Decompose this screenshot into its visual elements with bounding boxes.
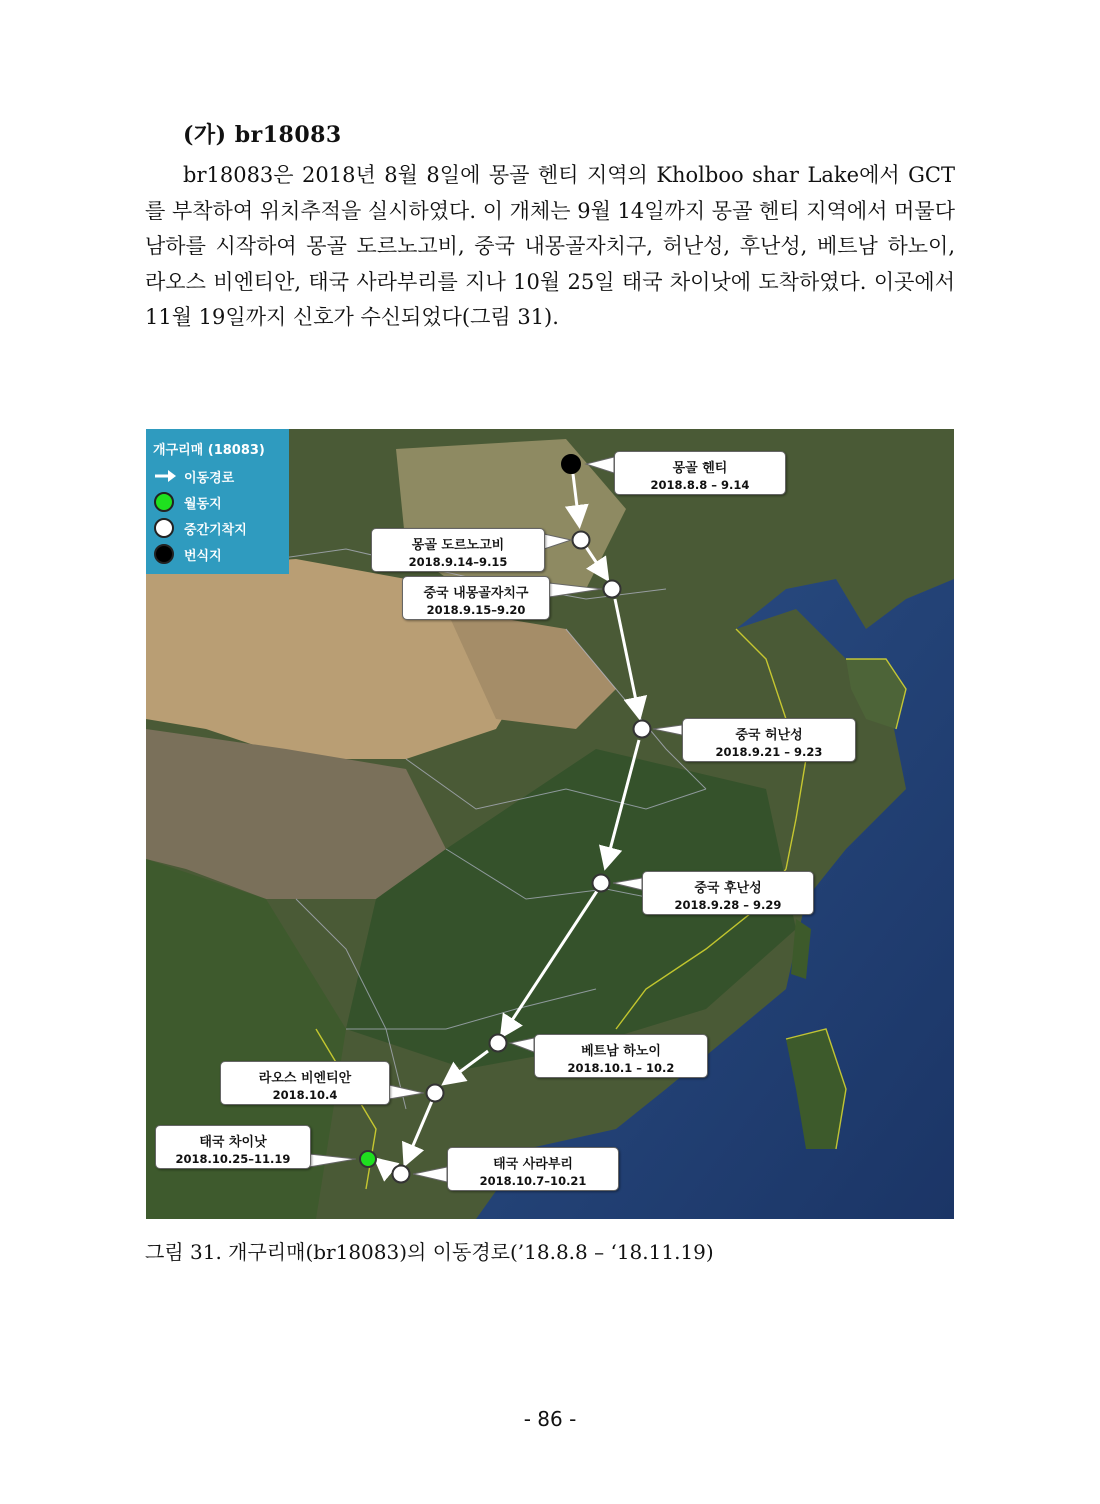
figure-caption: 그림 31. 개구리매(br18083)의 이동경로(’18.8.8 – ‘18.11.19): [145, 1240, 714, 1264]
marker-vientiane: [427, 1085, 444, 1102]
callout-vientiane: [220, 1061, 390, 1105]
callout-hanoi: [534, 1034, 708, 1078]
callout-name: 태국 차이낫: [199, 1135, 267, 1150]
section-heading: (가) br18083: [183, 122, 342, 148]
callout-date: 2018.10.1 – 10.2: [567, 1061, 675, 1075]
white-dot-icon: [154, 518, 174, 538]
callout-date: 2018.10.7–10.21: [479, 1174, 587, 1188]
callout-henan: [682, 718, 856, 762]
callout-name: 태국 사라부리: [493, 1157, 573, 1172]
green-dot-icon: [154, 492, 174, 512]
migration-map-figure: [146, 429, 954, 1219]
callout-name: 몽골 헨티: [672, 461, 728, 476]
black-dot-icon: [154, 544, 174, 564]
body-paragraph: br18083은 2018년 8월 8일에 몽골 헨티 지역의 Kholboo shar Lake에서 GCT를 부착하여 위치추적을 실시하였다. 이 개체는 9월 14일까지 몽골 헨티 지역에서 머물다 남하를 시작하여 몽골 도르노고비, 중국 내몽골자치구, 허난성, 후난성, 베트남 하노이, 라오스 비엔티안, 태국 사라부리를 지나 10월 25일 태국 차이낫에 도착하였다. 이곳에서 11월 19일까지 신호가 수신되었다(그림 31).: [145, 163, 955, 329]
callout-henti: [614, 451, 786, 495]
callout-date: 2018.10.4: [272, 1088, 338, 1102]
callout-date: 2018.9.14–9.15: [408, 555, 508, 569]
callout-date: 2018.9.28 – 9.29: [674, 898, 782, 912]
callout-name: 몽골 도르노고비: [411, 538, 505, 553]
legend-breeding-label: 번식지: [184, 548, 222, 564]
legend-breeding: [154, 544, 222, 564]
callout-date: 2018.9.21 – 9.23: [715, 745, 823, 759]
callout-name: 중국 후난성: [694, 881, 762, 896]
marker-inner-mongolia: [604, 581, 621, 598]
marker-breeding-henti: [562, 455, 580, 473]
callout-name: 중국 내몽골자치구: [423, 586, 529, 601]
callout-date: 2018.8.8 – 9.14: [650, 478, 750, 492]
marker-dornogovi: [573, 532, 590, 549]
callout-dornogovi: [371, 528, 545, 572]
map-legend: [146, 429, 289, 574]
callout-date: 2018.9.15–9.20: [426, 603, 526, 617]
legend-wintering-label: 월동지: [184, 496, 222, 512]
callout-name: 라오스 비엔티안: [258, 1071, 352, 1086]
callout-name: 베트남 하노이: [581, 1044, 661, 1059]
marker-henan: [634, 721, 651, 738]
legend-route-label: 이동경로: [184, 470, 235, 486]
marker-hanoi: [490, 1035, 507, 1052]
callout-hunan: [642, 871, 814, 915]
callout-name: 중국 허난성: [735, 728, 803, 743]
arrow-right-icon: [154, 466, 174, 486]
callout-inner-mongolia: [402, 576, 550, 620]
legend-wintering: [154, 492, 222, 512]
marker-wintering-chainat: [360, 1151, 376, 1167]
legend-route: [154, 466, 234, 486]
marker-saraburi: [393, 1166, 410, 1183]
legend-stopover-label: 중간기착지: [184, 522, 247, 538]
callout-chainat: [155, 1125, 311, 1169]
legend-stopover: [154, 518, 247, 538]
marker-hunan: [593, 875, 610, 892]
page-number: - 86 -: [523, 1407, 577, 1431]
legend-title: 개구리매 (18083): [153, 443, 265, 458]
callout-date: 2018.10.25–11.19: [175, 1152, 291, 1166]
callout-saraburi: [447, 1147, 619, 1191]
